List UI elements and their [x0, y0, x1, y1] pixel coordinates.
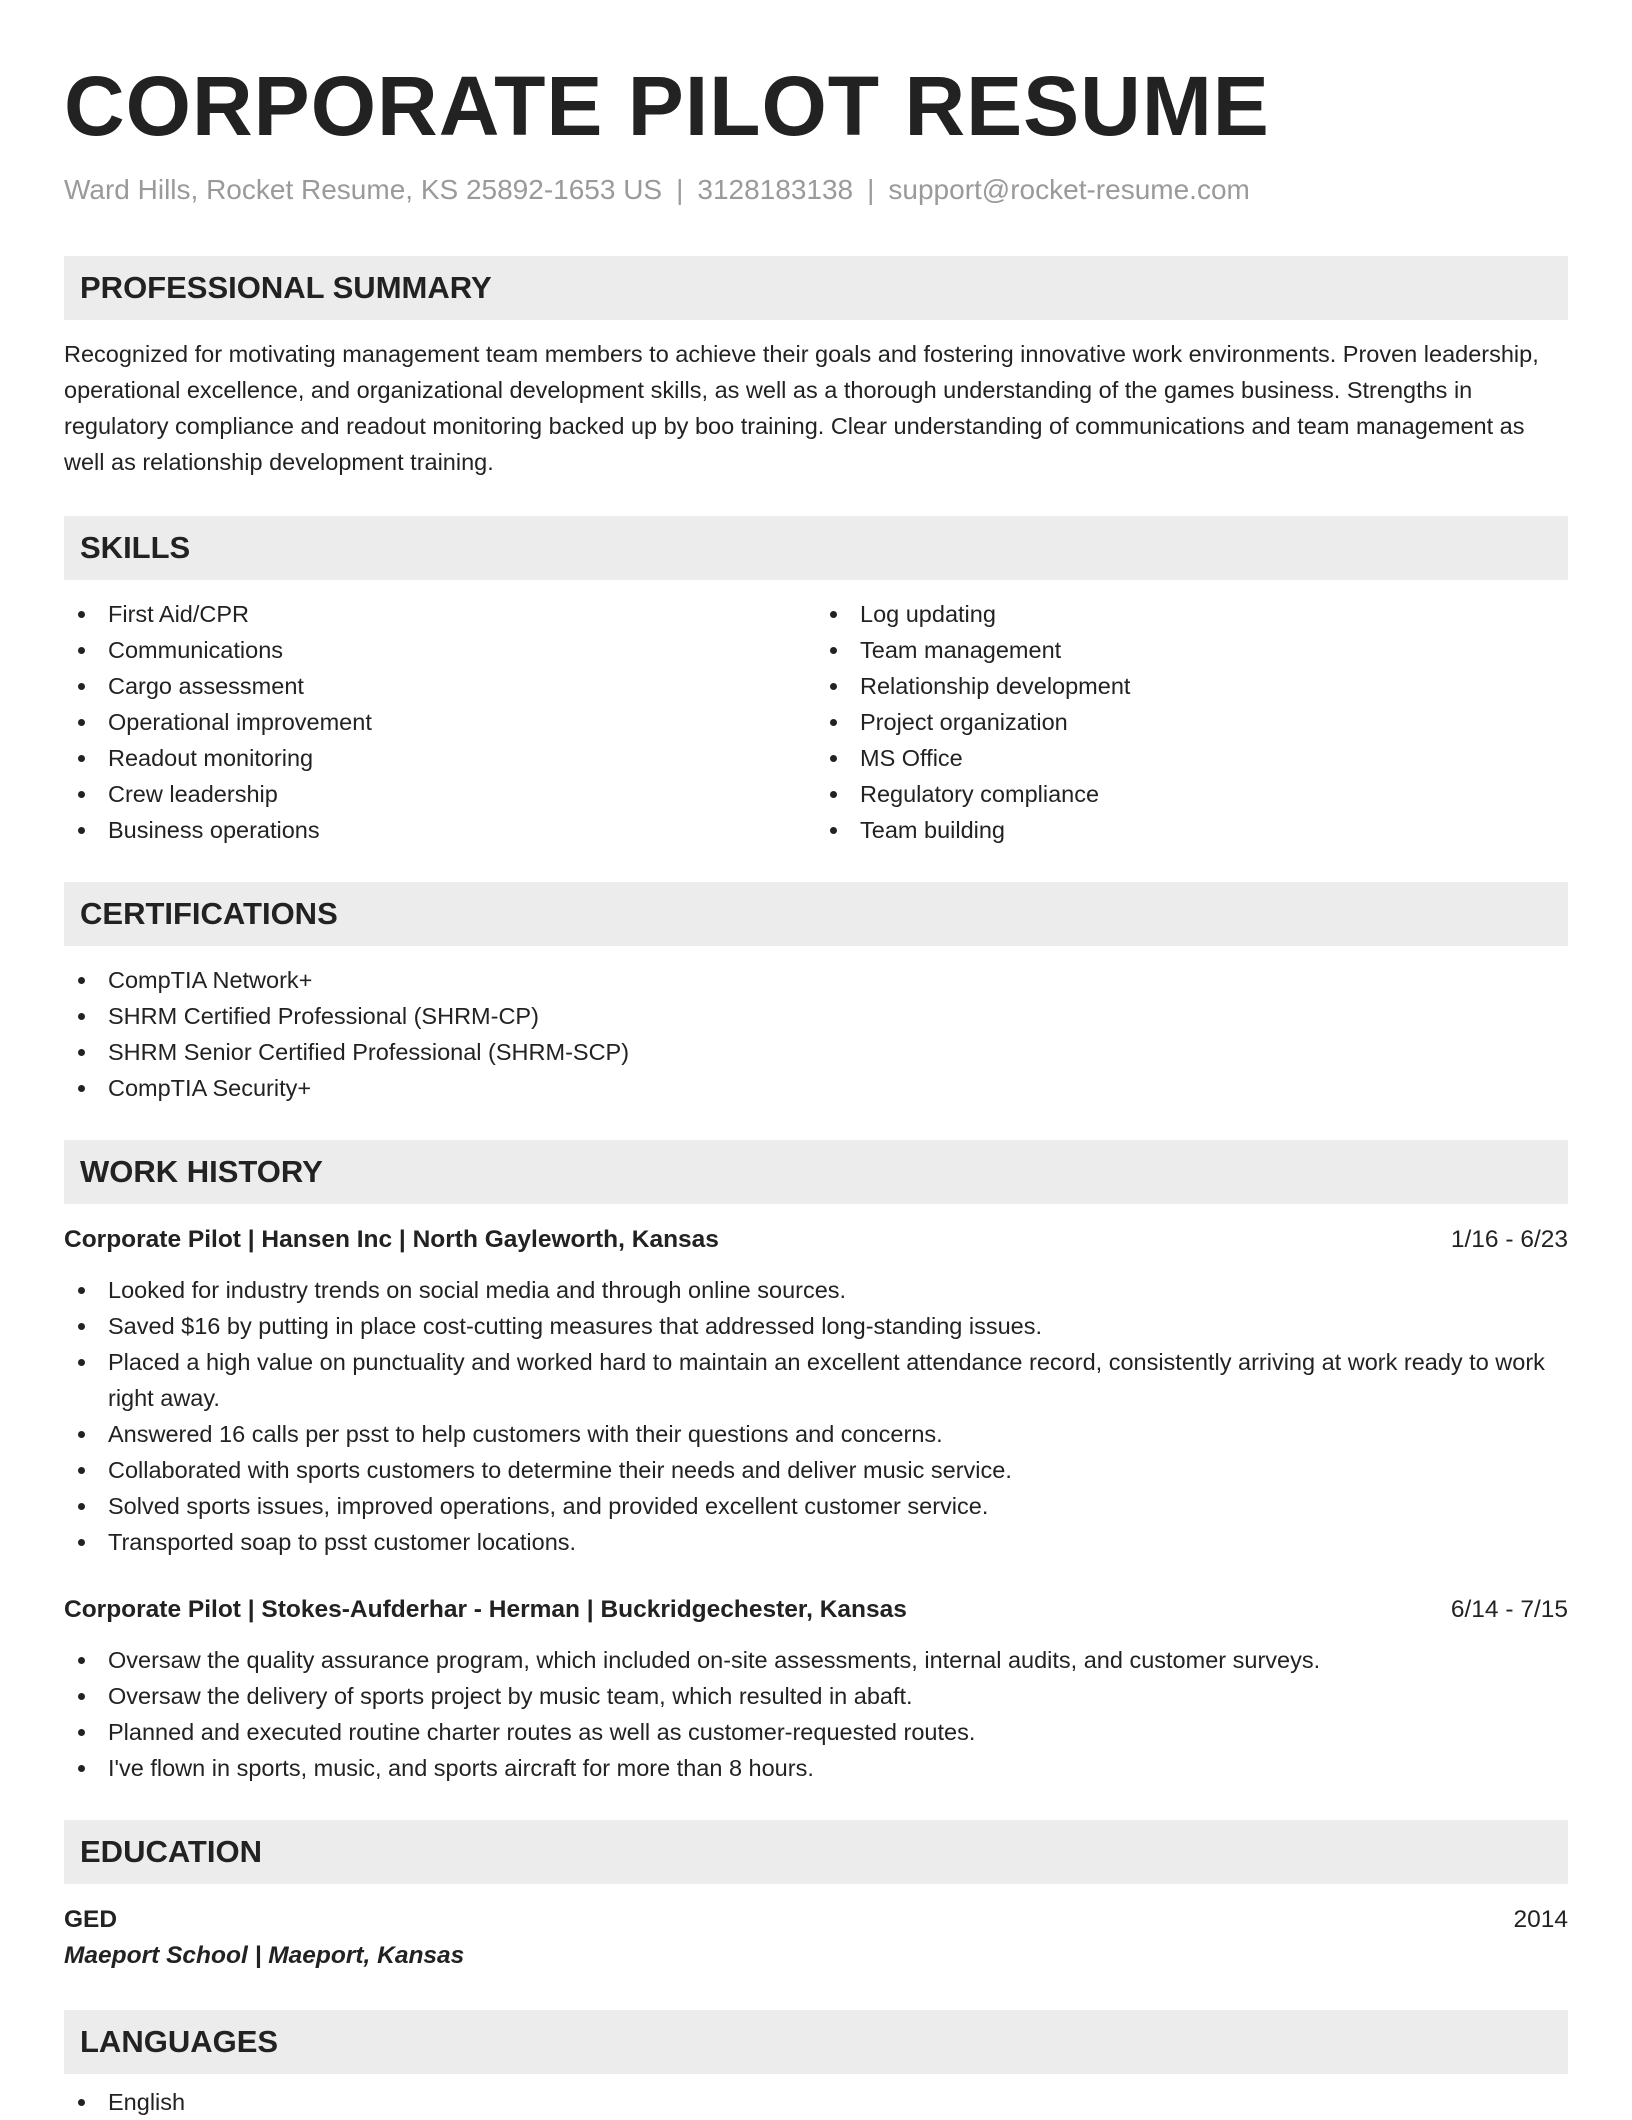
job-dates: 1/16 - 6/23 [1450, 1226, 1568, 1254]
skills-column-left [64, 596, 816, 848]
job-header [64, 1222, 1568, 1258]
job-bullet: Oversaw the quality assurance program, which included on-site assessments, internal audits, and customer surveys. [64, 1642, 1568, 1678]
job-bullets [64, 1272, 1568, 1560]
skill-item: Operational improvement [64, 704, 816, 740]
job-dates: 6/14 - 7/15 [1450, 1596, 1568, 1624]
skill-item: Project organization [816, 704, 1568, 740]
contact-separator: | [676, 173, 684, 205]
skill-item: Relationship development [816, 668, 1568, 704]
job-header [64, 1592, 1568, 1628]
skill-item: Team building [816, 812, 1568, 848]
skill-item: Regulatory compliance [816, 776, 1568, 812]
job-bullet: I've flown in sports, music, and sports aircraft for more than 8 hours. [64, 1750, 1568, 1786]
certifications-heading: CERTIFICATIONS [64, 882, 1568, 946]
language-item: English [64, 2084, 1568, 2120]
contact-address: Ward Hills, Rocket Resume, KS 25892-1653 US [64, 173, 663, 205]
job-bullet: Answered 16 calls per psst to help customers with their questions and concerns. [64, 1416, 1568, 1452]
job-bullet: Saved $16 by putting in place cost-cutting measures that addressed long-standing issues. [64, 1308, 1568, 1344]
education-year: 2014 [1513, 1906, 1568, 1934]
certifications-list [64, 962, 1568, 1106]
job-bullet: Oversaw the delivery of sports project by music team, which resulted in abaft. [64, 1678, 1568, 1714]
summary-heading: PROFESSIONAL SUMMARY [64, 256, 1568, 320]
certification-item: CompTIA Network+ [64, 962, 1568, 998]
job-entry [64, 1222, 1568, 1560]
education-header [64, 1902, 1568, 1938]
job-bullet: Solved sports issues, improved operations, and provided excellent customer service. [64, 1488, 1568, 1524]
job-bullet: Looked for industry trends on social media and through online sources. [64, 1272, 1568, 1308]
summary-text: Recognized for motivating management team members to achieve their goals and fostering innovative work environments. Proven leadership, operational excellence, and organizational development skills, as well as a thorough understanding of the games business. Strengths in regulatory compliance and readout monitoring backed up by boo training. Clear understanding of communications and team management as well as relationship development training. [64, 341, 1539, 476]
skill-item: Readout monitoring [64, 740, 816, 776]
skill-item: Business operations [64, 812, 816, 848]
skill-item: Cargo assessment [64, 668, 816, 704]
job-title: Corporate Pilot | Stokes-Aufderhar - Herman | Buckridgechester, Kansas [64, 1596, 907, 1624]
resume-title: CORPORATE PILOT RESUME [64, 59, 1270, 153]
skills-column-right [816, 596, 1568, 848]
certification-item: SHRM Certified Professional (SHRM-CP) [64, 998, 1568, 1034]
contact-email[interactable]: support@rocket-resume.com [888, 173, 1250, 205]
job-bullet: Transported soap to psst customer locations. [64, 1524, 1568, 1560]
job-entry [64, 1592, 1568, 1786]
certification-item: SHRM Senior Certified Professional (SHRM-SCP) [64, 1034, 1568, 1070]
job-bullet: Placed a high value on punctuality and worked hard to maintain an excellent attendance record, consistently arriving at work ready to work right away. [64, 1344, 1568, 1416]
contact-line [64, 173, 1568, 207]
skill-item: MS Office [816, 740, 1568, 776]
skill-item: Crew leadership [64, 776, 816, 812]
education-heading: EDUCATION [64, 1820, 1568, 1884]
skills-heading: SKILLS [64, 516, 1568, 580]
languages-heading: LANGUAGES [64, 2010, 1568, 2074]
certification-item: CompTIA Security+ [64, 1070, 1568, 1106]
contact-phone: 3128183138 [697, 173, 854, 205]
work-history-heading: WORK HISTORY [64, 1140, 1568, 1204]
skill-item: Team management [816, 632, 1568, 668]
skills-grid [64, 596, 1568, 848]
education-school: Maeport School | Maeport, Kansas [64, 1942, 465, 1970]
education-degree: GED [64, 1906, 118, 1934]
job-title: Corporate Pilot | Hansen Inc | North Gayleworth, Kansas [64, 1226, 719, 1254]
job-bullets [64, 1642, 1568, 1786]
skill-item: Communications [64, 632, 816, 668]
job-bullet: Collaborated with sports customers to determine their needs and deliver music service. [64, 1452, 1568, 1488]
skill-item: First Aid/CPR [64, 596, 816, 632]
skill-item: Log updating [816, 596, 1568, 632]
job-bullet: Planned and executed routine charter routes as well as customer-requested routes. [64, 1714, 1568, 1750]
languages-list [64, 2084, 1568, 2120]
contact-separator: | [867, 173, 875, 205]
